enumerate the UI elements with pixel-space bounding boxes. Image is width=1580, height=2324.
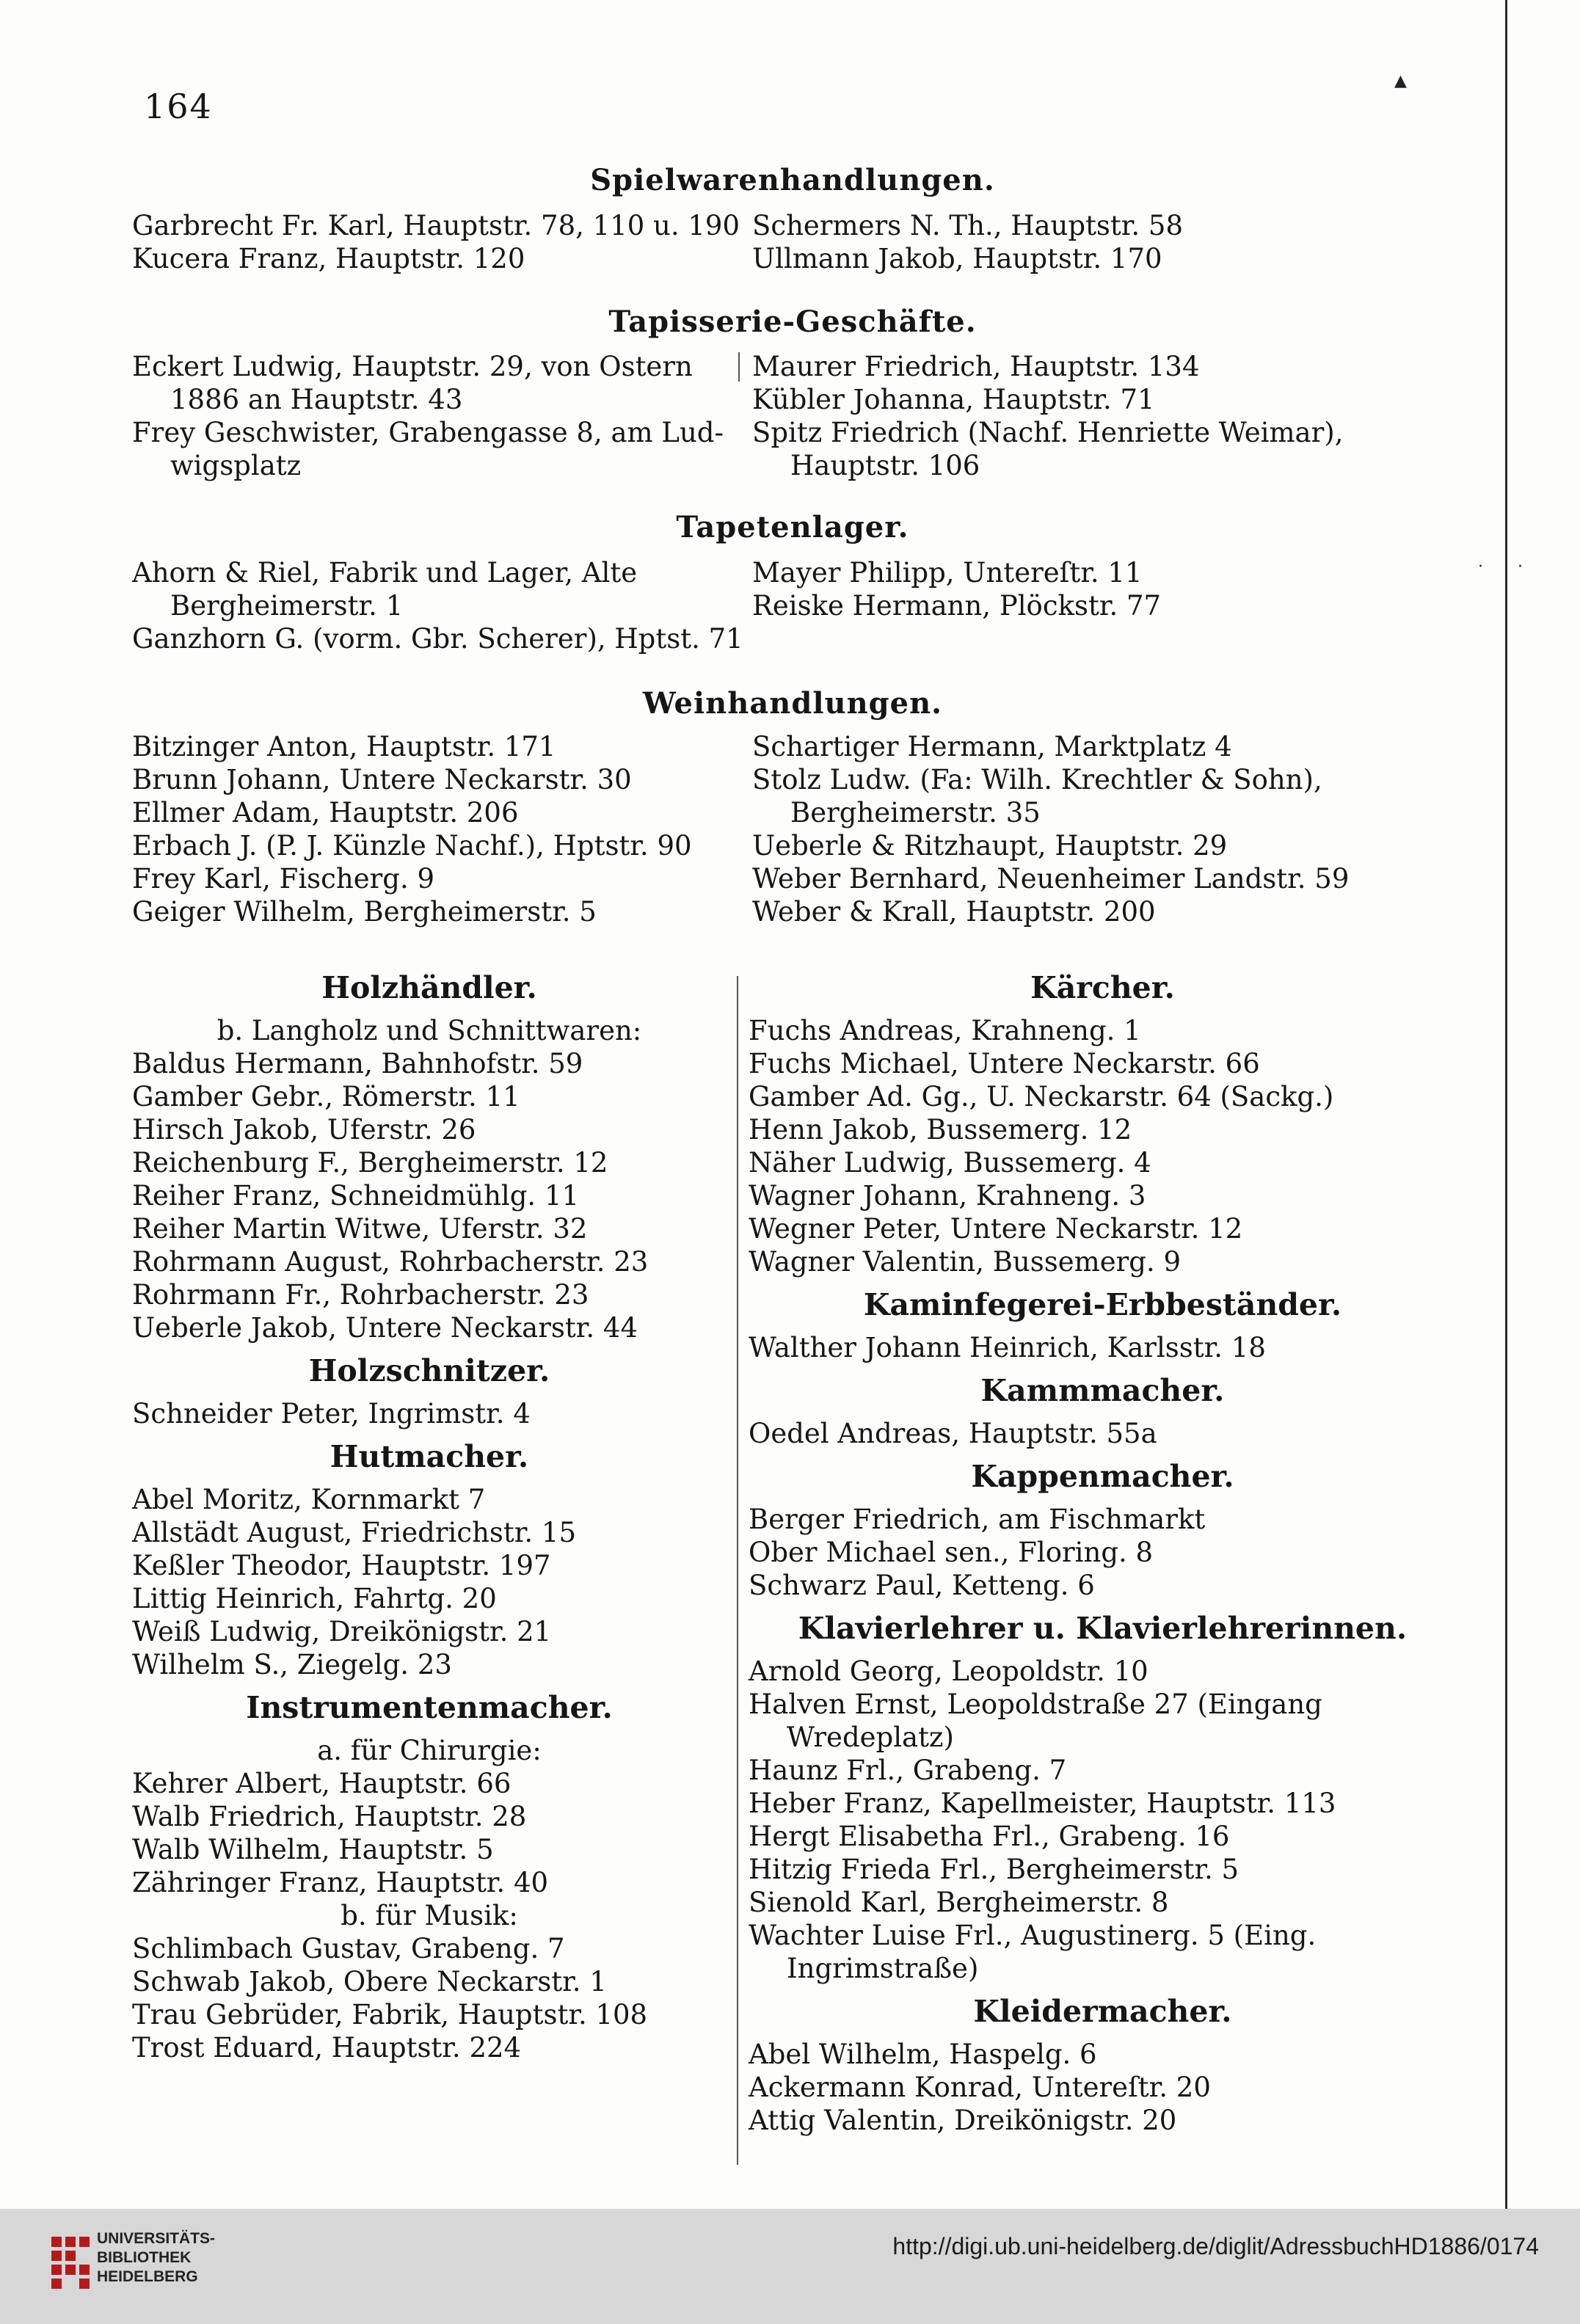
- entry: Eckert Ludwig, Hauptstr. 29, von Ostern: [132, 351, 693, 382]
- entry: Reichenburg F., Bergheimerstr. 12: [132, 1147, 608, 1179]
- entry: Wachter Luise Frl., Augustinerg. 5 (Eing.: [749, 1920, 1317, 1951]
- entry: Weber & Krall, Hauptstr. 200: [752, 896, 1156, 928]
- entry: Geiger Wilhelm, Bergheimerstr. 5: [132, 896, 597, 928]
- margin-mark: ▲: [1394, 72, 1407, 90]
- entry: Walther Johann Heinrich, Karlsstr. 18: [749, 1332, 1266, 1363]
- entry: Bergheimerstr. 35: [790, 797, 1041, 828]
- entry: Reiske Hermann, Plöckstr. 77: [752, 590, 1162, 622]
- entry: Abel Wilhelm, Haspelg. 6: [749, 2039, 1097, 2070]
- entry: Fuchs Andreas, Krahneng. 1: [749, 1015, 1141, 1046]
- entry: Kehrer Albert, Hauptstr. 66: [132, 1768, 512, 1799]
- entry: Wagner Johann, Krahneng. 3: [749, 1180, 1146, 1212]
- entry: Allstädt August, Friedrichstr. 15: [132, 1517, 576, 1548]
- entry: Ueberle & Ritzhaupt, Hauptstr. 29: [752, 830, 1228, 862]
- section-subtitle: b. für Musik:: [341, 1900, 518, 1931]
- entry: Ackermann Konrad, Untereſtr. 20: [749, 2072, 1211, 2103]
- entry: Halven Ernst, Leopoldstraße 27 (Eingang: [749, 1689, 1322, 1720]
- entry: Heber Franz, Kapellmeister, Hauptstr. 113: [749, 1788, 1336, 1819]
- library-name: [97, 2229, 215, 2287]
- section-title: Kammmacher.: [980, 1373, 1225, 1408]
- margin-mark: ·: [1478, 558, 1483, 576]
- column-separator: [738, 352, 740, 382]
- entry: Fuchs Michael, Untere Neckarstr. 66: [749, 1048, 1260, 1079]
- entry: Gamber Ad. Gg., U. Neckarstr. 64 (Sackg.): [749, 1081, 1334, 1112]
- entry: Näher Ludwig, Bussemerg. 4: [749, 1147, 1151, 1179]
- entry: Reiher Martin Witwe, Uferstr. 32: [132, 1213, 588, 1245]
- entry: Brunn Johann, Untere Neckarstr. 30: [132, 764, 632, 795]
- entry: Ahorn & Riel, Fabrik und Lager, Alte: [132, 557, 638, 589]
- entry: Hitzig Frieda Frl., Bergheimerstr. 5: [749, 1854, 1239, 1885]
- library-name-line: HEIDELBERG: [97, 2268, 198, 2285]
- section-title: Instrumentenmacher.: [246, 1690, 613, 1725]
- entry: Ullmann Jakob, Hauptstr. 170: [752, 243, 1162, 274]
- section-title: Spielwarenhandlungen.: [590, 163, 995, 197]
- wein-left: [132, 730, 741, 928]
- entry: Weiß Ludwig, Dreikönigstr. 21: [132, 1616, 552, 1647]
- entry: Walb Wilhelm, Hauptstr. 5: [132, 1834, 494, 1865]
- entry: Littig Heinrich, Fahrtg. 20: [132, 1583, 497, 1614]
- section-title: Klavierlehrer u. Klavierlehrerinnen.: [798, 1611, 1408, 1646]
- entry: Schneider Peter, Ingrimstr. 4: [132, 1398, 531, 1429]
- tapeten-right: [752, 556, 1457, 622]
- spielwaren-right: [752, 209, 1457, 275]
- entry: Weber Bernhard, Neuenheimer Landstr. 59: [752, 863, 1350, 895]
- section-title: Holzhändler.: [321, 970, 537, 1005]
- entry: Schwab Jakob, Obere Neckarstr. 1: [132, 1966, 607, 1997]
- section-title: Tapetenlager.: [676, 510, 909, 544]
- section-subtitle: a. für Chirurgie:: [317, 1735, 542, 1766]
- entry: Stolz Ludw. (Fa: Wilh. Krechtler & Sohn),: [752, 764, 1322, 795]
- section-title: Kleidermacher.: [973, 1994, 1232, 2029]
- entry: Zähringer Franz, Hauptstr. 40: [132, 1867, 549, 1898]
- entry: Ganzhorn G. (vorm. Gbr. Scherer), Hptst. 71: [132, 623, 743, 655]
- entry: Hauptstr. 106: [790, 450, 980, 481]
- entry: Schermers N. Th., Hauptstr. 58: [752, 210, 1184, 241]
- entry: Bergheimerstr. 1: [170, 590, 404, 622]
- section-title: Kappenmacher.: [971, 1459, 1234, 1494]
- entry: Reiher Franz, Schneidmühlg. 11: [132, 1180, 580, 1212]
- entry: Walb Friedrich, Hauptstr. 28: [132, 1801, 527, 1832]
- entry: Frey Geschwister, Grabengasse 8, am Lud-: [132, 417, 724, 448]
- entry: Ingrimstraße): [787, 1953, 979, 1984]
- tapisserie-left: [132, 350, 741, 482]
- entry: Abel Moritz, Kornmarkt 7: [132, 1484, 486, 1515]
- entry: Arnold Georg, Leopoldstr. 10: [749, 1655, 1148, 1687]
- entry: Rohrmann Fr., Rohrbacherstr. 23: [132, 1279, 589, 1311]
- entry: Spitz Friedrich (Nachf. Henriette Weimar),: [752, 417, 1344, 448]
- entry: Keßler Theodor, Hauptstr. 197: [132, 1550, 551, 1581]
- left-column: [132, 961, 727, 2064]
- library-name-line: UNIVERSITÄTS-: [97, 2230, 216, 2247]
- entry: Wilhelm S., Ziegelg. 23: [132, 1649, 452, 1680]
- margin-mark: ·: [1518, 558, 1523, 576]
- section-subtitle: b. Langholz und Schnittwaren:: [216, 1015, 642, 1046]
- entry: Trau Gebrüder, Fabrik, Hauptstr. 108: [132, 1999, 648, 2030]
- entry: Attig Valentin, Dreikönigstr. 20: [749, 2105, 1177, 2136]
- entry: Maurer Friedrich, Hauptstr. 134: [752, 351, 1200, 382]
- entry: Ueberle Jakob, Untere Neckarstr. 44: [132, 1312, 638, 1344]
- section-title: Weinhandlungen.: [642, 686, 943, 721]
- entry: Erbach J. (P. J. Künzle Nachf.), Hptstr. 90: [132, 830, 692, 862]
- entry: Wredeplatz): [787, 1722, 954, 1753]
- column-separator: [737, 976, 738, 2165]
- entry: wigsplatz: [170, 450, 302, 481]
- wein-right: [752, 730, 1457, 928]
- library-logo-icon: [51, 2237, 90, 2287]
- entry: Kübler Johanna, Hauptstr. 71: [752, 384, 1155, 415]
- entry: Rohrmann August, Rohrbacherstr. 23: [132, 1246, 649, 1278]
- entry: Frey Karl, Fischerg. 9: [132, 863, 435, 895]
- section-title: Tapisserie-Geschäfte.: [608, 305, 977, 339]
- entry: Henn Jakob, Bussemerg. 12: [749, 1114, 1132, 1145]
- entry: Trost Eduard, Hauptstr. 224: [132, 2032, 522, 2063]
- entry: Hirsch Jakob, Uferstr. 26: [132, 1114, 476, 1145]
- entry: Ober Michael sen., Floring. 8: [749, 1537, 1154, 1568]
- source-url-link[interactable]: http://digi.ub.uni-heidelberg.de/diglit/AdressbuchHD1886/0174: [892, 2233, 1539, 2259]
- entry: Schartiger Hermann, Marktplatz 4: [752, 731, 1232, 762]
- tapisserie-right: [752, 350, 1457, 482]
- entry: Baldus Hermann, Bahnhofstr. 59: [132, 1048, 583, 1079]
- entry: Haunz Frl., Grabeng. 7: [749, 1755, 1067, 1786]
- entry: Ellmer Adam, Hauptstr. 206: [132, 797, 519, 828]
- right-column: [749, 961, 1457, 2137]
- page-number: 164: [144, 87, 213, 126]
- entry: Hergt Elisabetha Frl., Grabeng. 16: [749, 1821, 1230, 1852]
- section-title: Hutmacher.: [330, 1439, 529, 1474]
- entry: Wegner Peter, Untere Neckarstr. 12: [749, 1213, 1243, 1245]
- entry: Gamber Gebr., Römerstr. 11: [132, 1081, 520, 1112]
- entry: Sienold Karl, Bergheimerstr. 8: [749, 1887, 1169, 1918]
- section-title: Holzschnitzer.: [308, 1353, 550, 1388]
- entry: Schlimbach Gustav, Grabeng. 7: [132, 1933, 565, 1964]
- entry: Oedel Andreas, Hauptstr. 55a: [749, 1418, 1157, 1449]
- entry: Kucera Franz, Hauptstr. 120: [132, 243, 525, 274]
- section-title: Kärcher.: [1030, 970, 1175, 1005]
- tapeten-left: [132, 556, 741, 655]
- entry: Schwarz Paul, Ketteng. 6: [749, 1570, 1095, 1601]
- entry: Bitzinger Anton, Hauptstr. 171: [132, 731, 556, 762]
- page-edge-rule: [1505, 0, 1507, 2209]
- entry: Wagner Valentin, Bussemerg. 9: [749, 1246, 1182, 1278]
- library-name-line: BIBLIOTHEK: [97, 2249, 192, 2266]
- spielwaren-left: [132, 209, 741, 275]
- section-title: Kaminfegerei-Erbbeständer.: [863, 1287, 1342, 1322]
- entry: Garbrecht Fr. Karl, Hauptstr. 78, 110 u. 190: [132, 210, 740, 241]
- entry: Mayer Philipp, Untereſtr. 11: [752, 557, 1143, 589]
- footer-bar: [0, 2209, 1580, 2324]
- entry: 1886 an Hauptstr. 43: [170, 384, 463, 415]
- entry: Berger Friedrich, am Fischmarkt: [749, 1504, 1206, 1535]
